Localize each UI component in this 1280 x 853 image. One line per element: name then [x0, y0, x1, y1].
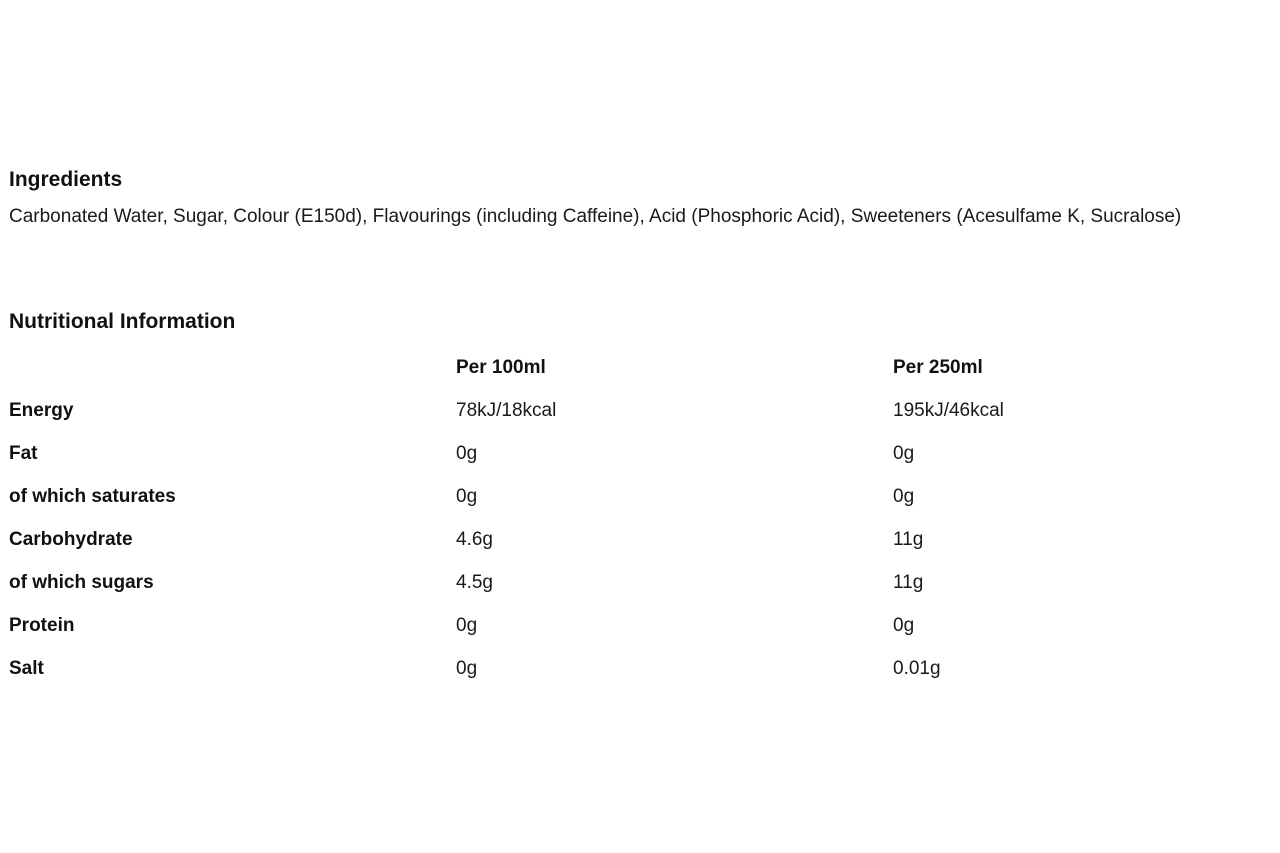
per-100ml-value: 4.5g — [456, 571, 493, 593]
nutrient-label: Energy — [9, 399, 74, 421]
table-row — [9, 475, 1189, 518]
per-250ml-column-header: Per 250ml — [893, 356, 983, 378]
table-row — [9, 561, 1189, 604]
ingredients-heading: Ingredients — [9, 168, 123, 191]
table-row — [9, 389, 1189, 432]
per-100ml-value: 0g — [456, 657, 478, 679]
per-250ml-value: 0g — [893, 614, 915, 636]
per-250ml-value: 11g — [893, 528, 924, 550]
table-row — [9, 432, 1189, 475]
per-100ml-column-header: Per 100ml — [456, 356, 546, 378]
table-row — [9, 518, 1189, 561]
nutrition-table — [9, 346, 1189, 690]
nutrient-column-header — [9, 346, 456, 389]
nutrient-label: Protein — [9, 614, 75, 636]
per-250ml-value: 195kJ/46kcal — [893, 399, 1004, 421]
per-100ml-value: 4.6g — [456, 528, 493, 550]
ingredients-list: Carbonated Water, Sugar, Colour (E150d), Flavourings (including Caffeine), Acid (Phosphoric Acid), Sweeteners (Acesulfame K, Sucralose) — [9, 206, 1182, 227]
table-row — [9, 604, 1189, 647]
per-100ml-value: 78kJ/18kcal — [456, 399, 557, 421]
per-250ml-value: 0g — [893, 485, 915, 507]
table-row — [9, 647, 1189, 690]
nutrient-label: of which saturates — [9, 485, 176, 507]
nutrient-label: Carbohydrate — [9, 528, 133, 550]
nutrition-heading: Nutritional Information — [9, 310, 236, 333]
per-100ml-value: 0g — [456, 614, 478, 636]
per-250ml-value: 0.01g — [893, 657, 941, 679]
per-250ml-value: 11g — [893, 571, 924, 593]
nutrient-label: Salt — [9, 657, 44, 679]
per-250ml-value: 0g — [893, 442, 915, 464]
nutrient-label: Fat — [9, 442, 38, 464]
nutrition-header-row — [9, 346, 1189, 389]
per-100ml-value: 0g — [456, 485, 478, 507]
nutrient-label: of which sugars — [9, 571, 154, 593]
per-100ml-value: 0g — [456, 442, 478, 464]
